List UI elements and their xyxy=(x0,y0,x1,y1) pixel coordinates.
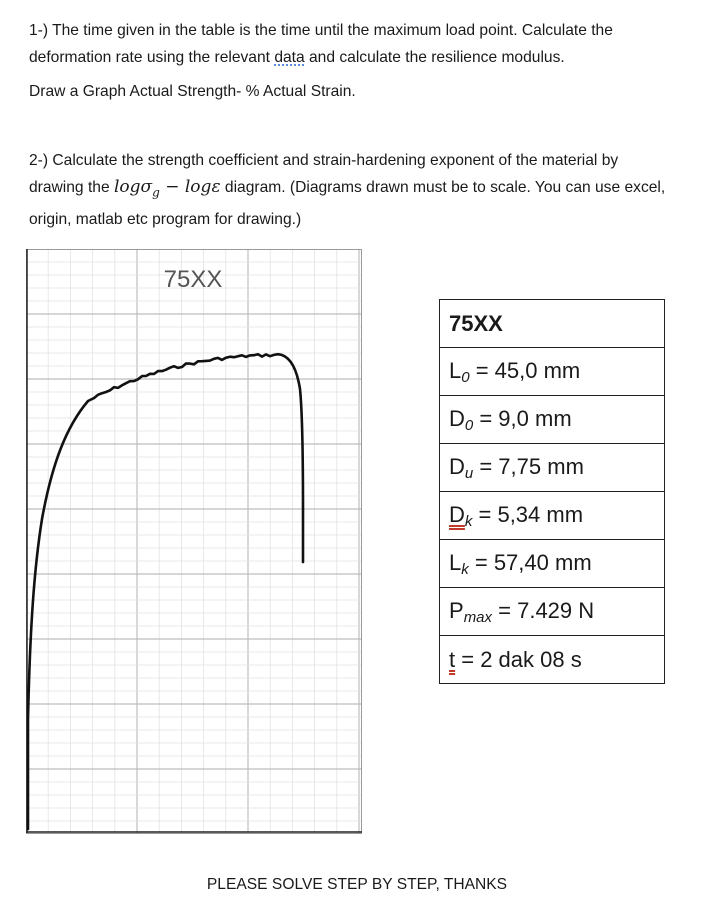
q1-line3: Draw a Graph Actual Strength- % Actual Strain. xyxy=(29,83,356,100)
question-1 xyxy=(29,17,724,71)
question-2 xyxy=(29,147,724,233)
graph-grid xyxy=(26,249,362,834)
q1-line1: 1-) The time given in the table is the time until the maximum load point. Calculate the xyxy=(29,22,613,39)
math-sub-g: g xyxy=(152,185,160,200)
math-minus: − xyxy=(159,177,185,197)
math-log-sigma xyxy=(113,177,221,200)
table-cell xyxy=(440,396,665,444)
q2-line2-end: diagram. (Diagrams drawn must be to scale. You can use excel, xyxy=(220,179,666,196)
row-symbol: D xyxy=(449,405,465,431)
question-1-graph-instruction xyxy=(29,78,724,105)
table-header-row xyxy=(440,300,665,348)
math-log-2: log xyxy=(184,177,212,197)
q1-line2-start: deformation rate using the relevant xyxy=(29,49,275,66)
row-value: = 5,34 mm xyxy=(472,501,584,527)
row-subscript: 0 xyxy=(461,368,470,386)
math-sigma: σ xyxy=(140,177,153,197)
graph-label: 75XX xyxy=(163,266,223,293)
stress-strain-graph xyxy=(26,249,362,834)
graph-border xyxy=(27,250,362,834)
row-symbol: P xyxy=(449,597,464,623)
row-value: = 9,0 mm xyxy=(473,405,572,431)
row-subscript: k xyxy=(464,512,473,530)
row-symbol: t xyxy=(449,646,456,672)
row-subscript: k xyxy=(461,560,469,578)
table-cell xyxy=(440,540,665,588)
q2-line1: 2-) Calculate the strength coefficient and strain-hardening exponent of the material by xyxy=(29,152,619,169)
specimen-data-table xyxy=(439,299,665,684)
row-symbol: D xyxy=(449,501,465,527)
table-row xyxy=(440,444,665,492)
row-value: = 7.429 N xyxy=(492,597,595,623)
math-epsilon: ε xyxy=(211,177,221,197)
row-subscript: max xyxy=(463,608,493,626)
row-value: = 7,75 mm xyxy=(473,453,584,479)
row-value: = 2 dak 08 s xyxy=(455,646,582,672)
table-row xyxy=(440,492,665,540)
table-row xyxy=(440,588,665,636)
table-cell xyxy=(440,588,665,636)
math-log-1: log xyxy=(113,177,141,197)
table-cell xyxy=(440,348,665,396)
row-value: = 57,40 mm xyxy=(468,549,592,575)
row-value: = 45,0 mm xyxy=(469,357,581,383)
footer-note: PLEASE SOLVE STEP BY STEP, THANKS xyxy=(206,876,508,893)
table-cell xyxy=(440,492,665,540)
table-row xyxy=(440,540,665,588)
q1-line2-end: and calculate the resilience modulus. xyxy=(304,49,565,66)
load-extension-curve xyxy=(28,354,303,829)
table-row xyxy=(440,396,665,444)
q2-line2-start: drawing the xyxy=(29,179,114,196)
table-header: 75XX xyxy=(440,300,665,348)
row-symbol: L xyxy=(449,549,462,575)
q1-line2-data-word: data xyxy=(274,49,305,66)
table-cell xyxy=(440,636,665,684)
row-subscript: 0 xyxy=(464,416,474,434)
table-cell xyxy=(440,444,665,492)
table-row xyxy=(440,348,665,396)
table-row xyxy=(440,636,665,684)
row-subscript: u xyxy=(464,464,474,482)
q2-line3: origin, matlab etc program for drawing.) xyxy=(29,211,302,229)
row-symbol: D xyxy=(449,453,465,479)
row-symbol: L xyxy=(449,357,462,383)
